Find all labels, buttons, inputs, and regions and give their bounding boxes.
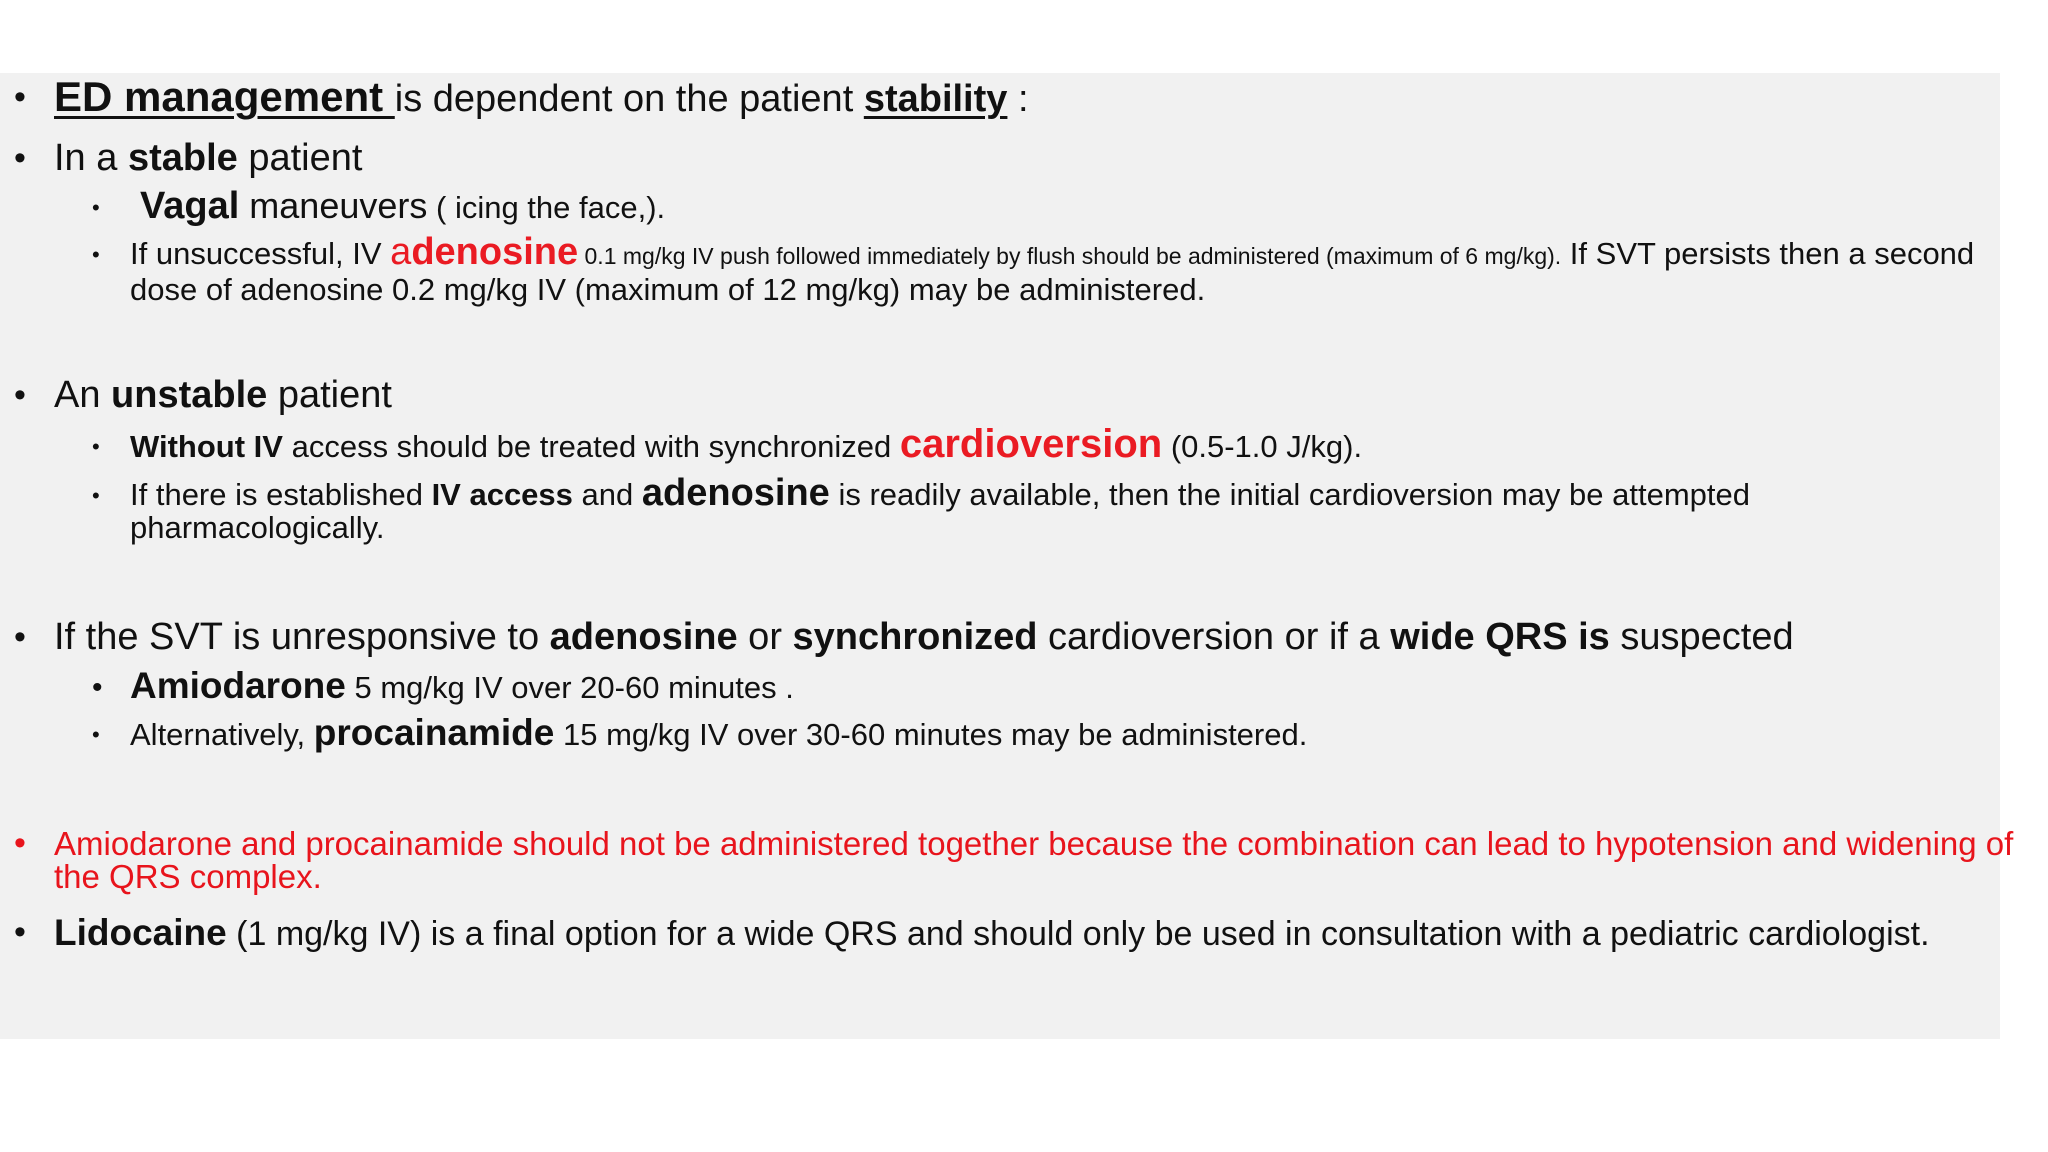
subbullet-vagal: • Vagal maneuvers ( icing the face,). xyxy=(92,185,666,227)
bullet-dot: • xyxy=(14,78,26,116)
subbullet-iv-access: • If there is established IV access and adenosine is readily available, then the initial cardioversion may be attempted pharmacologically. xyxy=(92,472,1750,545)
bullet-dot: • xyxy=(14,824,26,862)
ed-management-heading: ED management xyxy=(54,73,395,120)
subbullet-adenosine-stable: • If unsuccessful, IV adenosine 0.1 mg/kg IV push followed immediately by flush should be administered (maximum of 6 mg/kg). If SVT persists then a second dose of adenosine 0.2 mg/kg IV (maximum of 12 mg/kg) may be administered. xyxy=(92,231,1975,307)
stability-term: stability xyxy=(863,78,1008,120)
bullet-warning-combination: • Amiodarone and procainamide should not be administered together because the combination can lead to hypotension and widening of the QRS complex. xyxy=(14,824,2014,895)
bullet-dot: • xyxy=(92,195,100,220)
subbullet-amiodarone: • Amiodarone 5 mg/kg IV over 20-60 minutes . xyxy=(92,665,794,706)
stable-term: stable xyxy=(127,137,238,179)
bullet-dot: • xyxy=(92,722,100,747)
bullet-stable-patient: • In a stable patient xyxy=(14,137,363,179)
bullet-dot: • xyxy=(92,434,100,459)
bullet-dot: • xyxy=(14,618,26,656)
subbullet-procainamide: • Alternatively, procainamide 15 mg/kg IV over 30-60 minutes may be administered. xyxy=(92,712,1308,753)
bullet-dot: • xyxy=(92,483,100,508)
bullet-lidocaine: • Lidocaine (1 mg/kg IV) is a final option for a wide QRS and should only be used in consultation with a pediatric cardiologist. xyxy=(14,912,1930,953)
unstable-term: unstable xyxy=(111,374,268,416)
bullet-svt-unresponsive: • If the SVT is unresponsive to adenosine or synchronized cardioversion or if a wide QRS is suspected xyxy=(14,616,1794,658)
bullet-dot: • xyxy=(14,376,26,414)
bullet-dot: • xyxy=(92,242,100,267)
bullet-unstable-patient: • An unstable patient xyxy=(14,374,392,416)
cardioversion-term: cardioversion xyxy=(899,422,1163,466)
subbullet-without-iv: • Without IV access should be treated with synchronized cardioversion (0.5-1.0 J/kg). xyxy=(92,422,1363,466)
bullet-dot: • xyxy=(14,913,26,951)
bullet-ed-management: • ED management is dependent on the patient stability : xyxy=(14,73,1029,120)
bullet-dot: • xyxy=(14,139,26,177)
bullet-dot: • xyxy=(92,671,103,704)
